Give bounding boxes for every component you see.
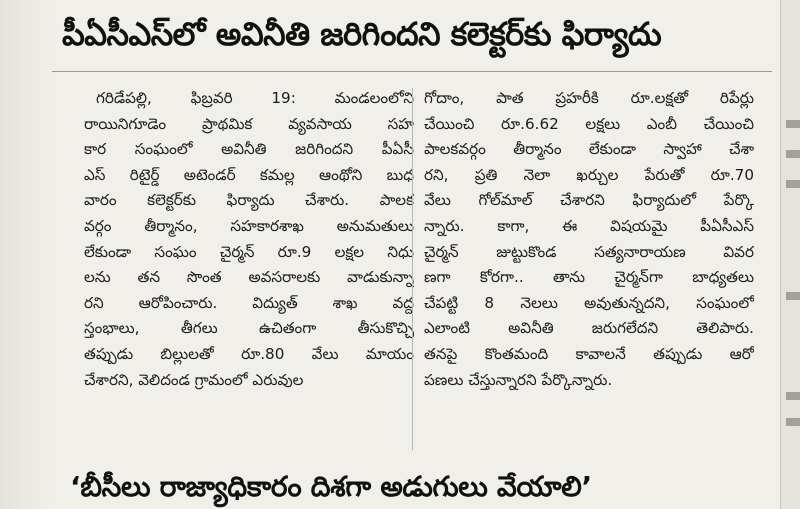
article-right-column — [424, 86, 754, 393]
article-line: పాలకవర్గం తీర్మానం లేకుండా స్వాహా చేశా — [424, 140, 754, 159]
article-line: న్నారు. కాగా, ఈ విషయమై పీఏసీఎస్ — [424, 216, 754, 235]
article-line: వేలు గోల్‌మాల్ చేశారని ఫిర్యాదులో పేర్కొ — [424, 191, 754, 210]
article-line: ణగా కోరగా.. తాను చైర్మన్‌గా బాధ్యతలు — [424, 268, 754, 287]
article-line: స్తంభాలు, తీగలు ఉచితంగా తీసుకొచ్చి — [84, 319, 414, 338]
article-line: ఎలాంటి అవినీతి జరుగలేదని తెలిపారు. — [424, 319, 754, 338]
article-line: చైర్మన్ జుట్టుకొండ సత్యనారాయణ వివర — [424, 242, 754, 261]
column-divider — [412, 88, 413, 450]
adjacent-text-fragment — [786, 180, 800, 188]
adjacent-text-fragment — [786, 150, 800, 158]
article-line: రని, ప్రతి నెలా ఖర్చుల పేరుతో రూ.70 — [424, 165, 754, 184]
adjacent-text-fragment — [786, 120, 800, 128]
article-line: రాయినిగూడెం ప్రాథమిక వ్యవసాయ సహ — [84, 114, 414, 133]
article-line: తనపై కొంతమంది కావాలనే తప్పుడు ఆరో — [424, 344, 754, 363]
article-line: రని ఆరోపించారు. విద్యుత్ శాఖ వద్ద — [84, 293, 414, 312]
article-line: తప్పుడు బిల్లులతో రూ.80 వేలు మాయం — [84, 344, 414, 363]
article-headline: పీఏసీఎస్‌లో అవినీతి జరిగిందని కలెక్టర్‌కు ఫిర్యాదు — [62, 15, 662, 53]
adjacent-text-fragment — [786, 292, 800, 300]
adjacent-text-fragment — [786, 418, 800, 426]
adjacent-text-fragment — [786, 392, 800, 400]
article-line: పణలు చేస్తున్నారని పేర్కొన్నారు. — [424, 370, 613, 389]
article-line: వర్గం తీర్మానం, సహకారశాఖ అనుమతులు — [84, 216, 414, 235]
article-line: లేకుండా సంఘం చైర్మన్ రూ.9 లక్షల నిధు — [84, 242, 414, 261]
adjacent-page-strip — [780, 0, 800, 509]
article-line: చేపట్టి 8 నెలలు అవుతున్నదని, సంఘంలో — [424, 293, 754, 312]
headline-rule — [52, 71, 772, 72]
article-line: లను తన సొంత అవసరాలకు వాడుకున్నా — [84, 268, 414, 287]
article-line: కార సంఘంలో అవినీతి జరిగిందని పీఏసీ — [84, 140, 414, 159]
article-line: వారం కలెక్టర్‌కు ఫిర్యాదు చేశారు. పాలక — [84, 191, 414, 210]
article-line: ఎస్ రిటైర్డ్ అటెండర్ కమల్ల ఆంథోని బుధ — [84, 165, 414, 184]
page-shadow — [0, 0, 50, 509]
next-article-headline: ‘బీసీలు రాజ్యాధికారం దిశగా అడుగులు వేయాలి’ — [70, 470, 592, 503]
article-left-column — [84, 86, 414, 393]
article-line: చేయించి రూ.6.62 లక్షలు ఎంబీ చేయించి — [424, 114, 754, 133]
article-line: గోదాం, పాత ప్రహరీకి రూ.లక్షతో రిపేర్లు — [424, 89, 754, 107]
article-line: చేశారని, వెలిదండ గ్రామంలో ఎరువుల — [84, 370, 304, 389]
article-line: గరిడేపల్లి, ఫిబ్రవరి 19: మండలంలోని — [96, 89, 414, 107]
